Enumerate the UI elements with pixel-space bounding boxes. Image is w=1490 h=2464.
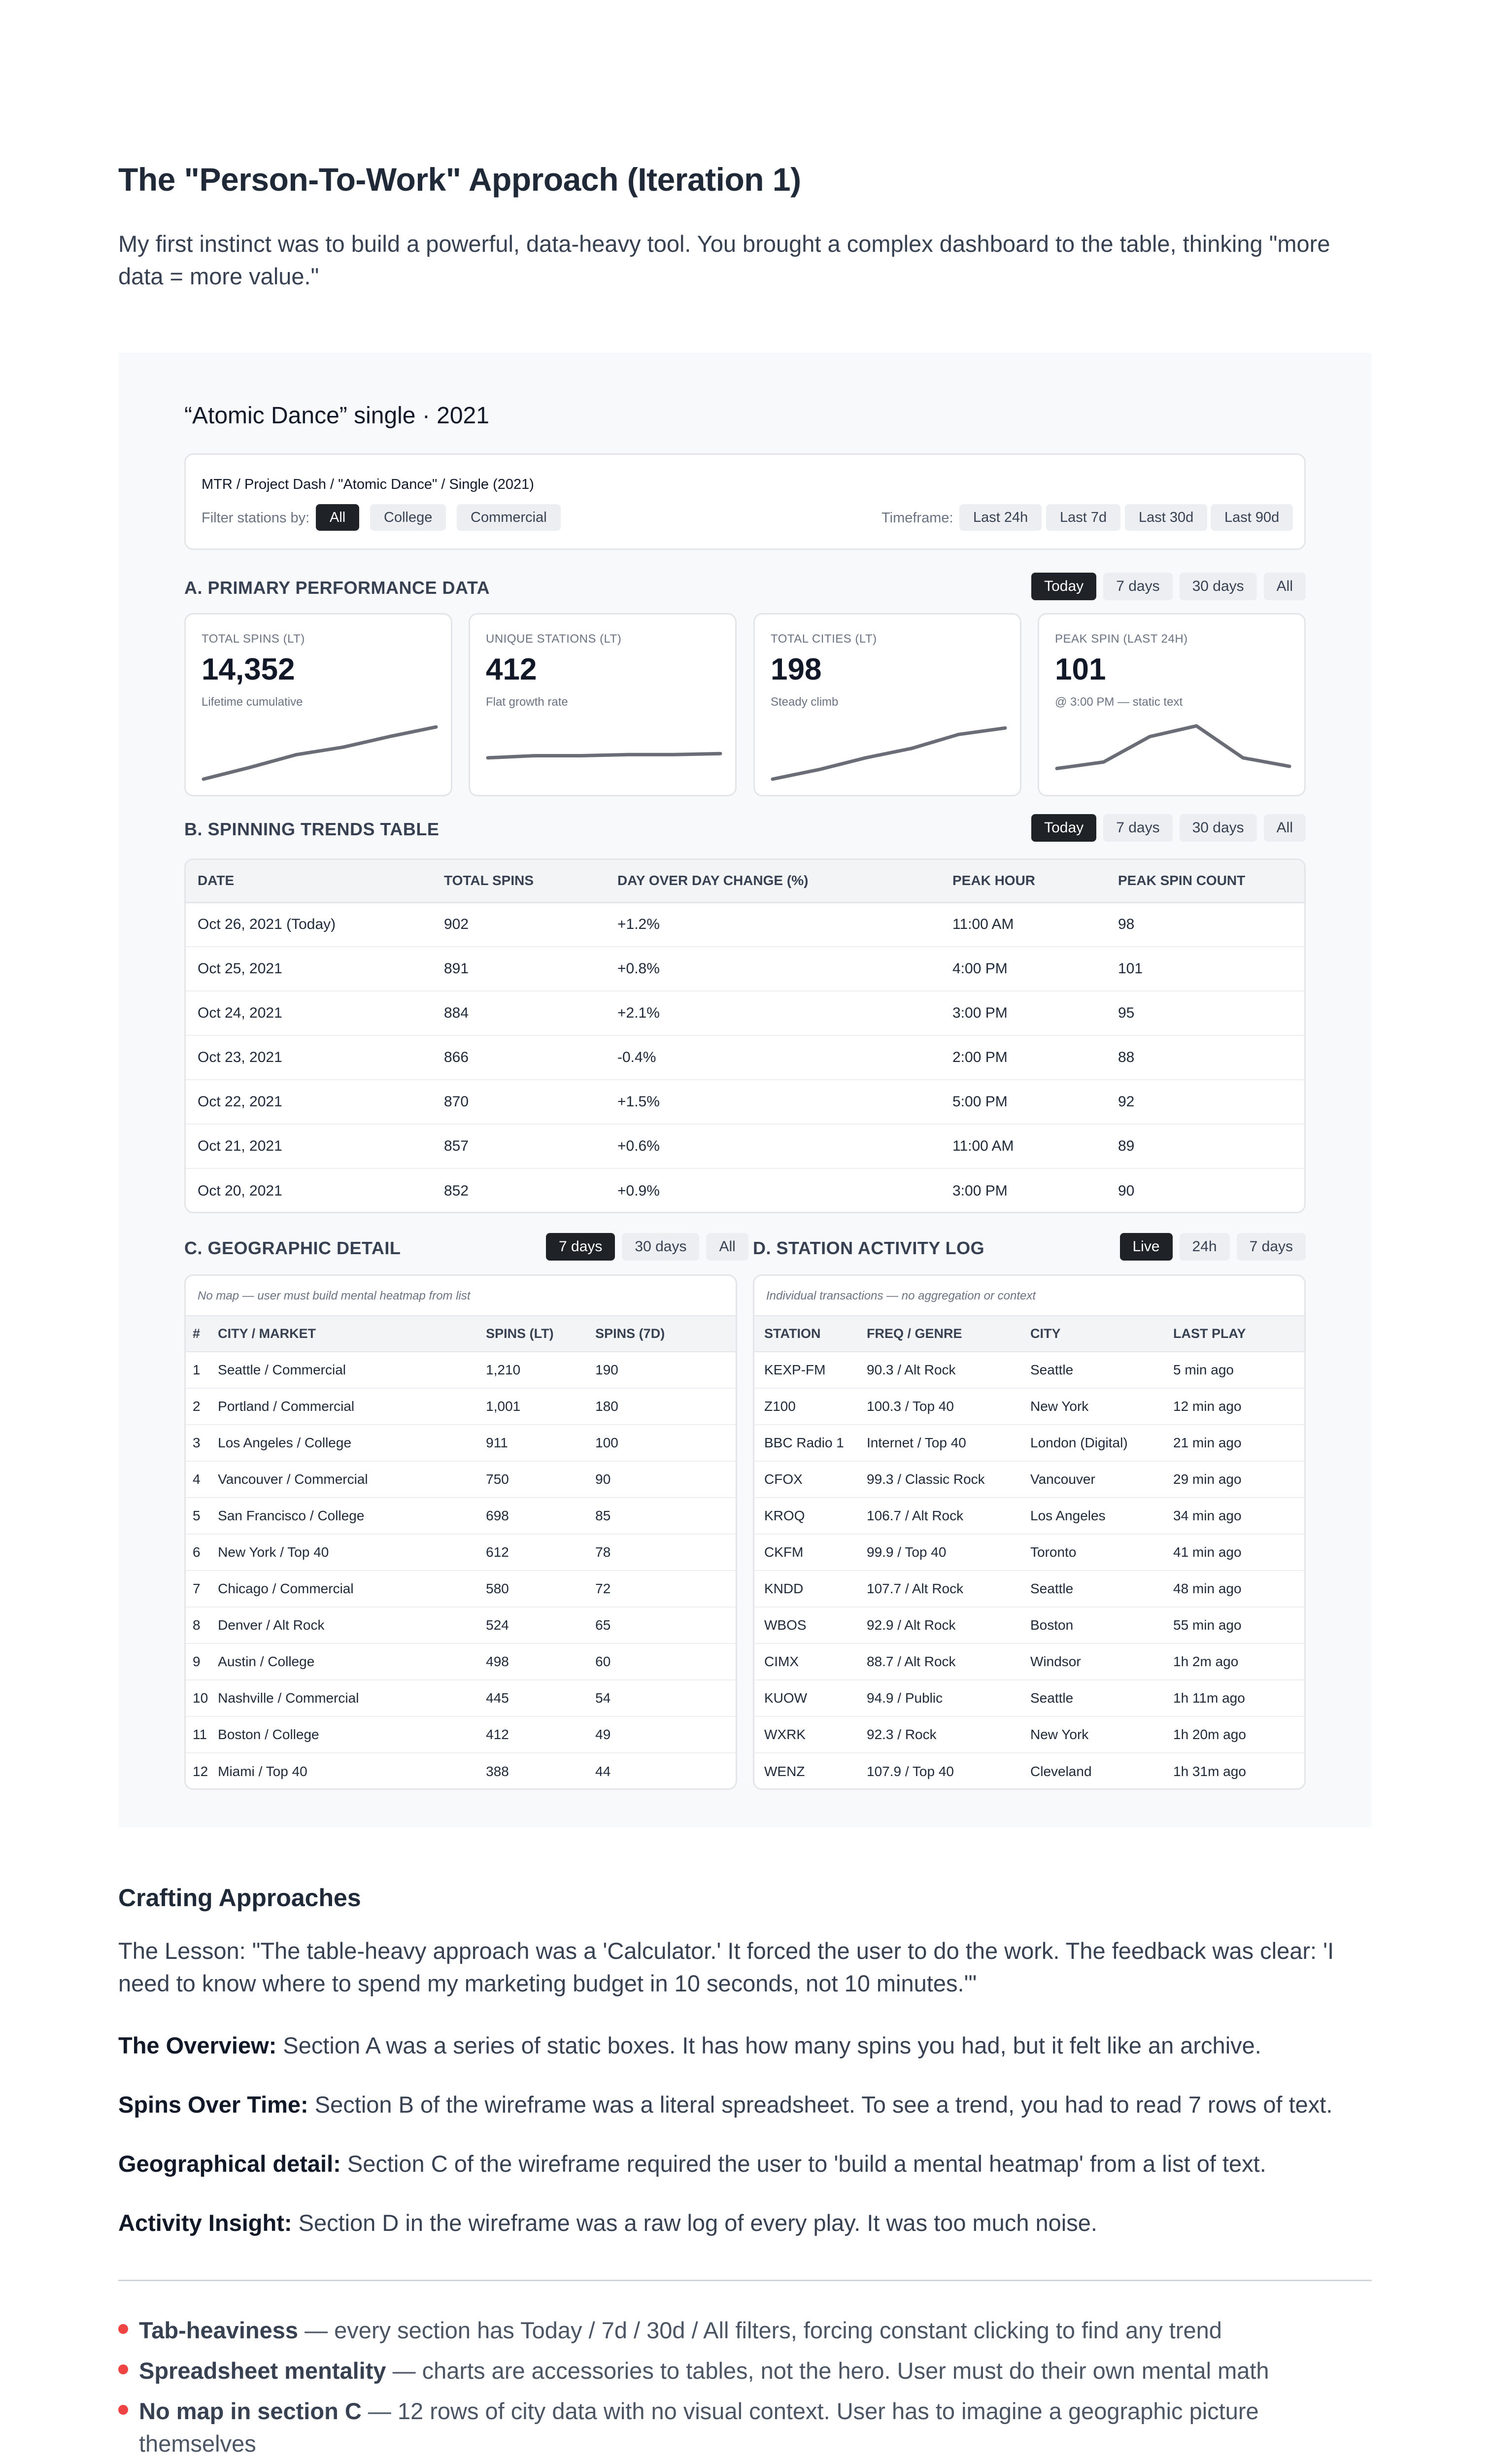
station-activity-table [753,1274,1306,1790]
station-filter-all[interactable]: All [316,504,359,531]
activity-column-header[interactable]: CITY [1020,1316,1163,1352]
table-cell: 65 [585,1607,736,1643]
table-cell: 10 [186,1680,208,1716]
kpi-subtext: Lifetime cumulative [202,695,303,709]
tab-30-days[interactable]: 30 days [1180,814,1257,842]
table-cell: Cleveland [1030,1763,1092,1779]
table-row [186,1680,736,1716]
sparkline [770,723,1008,782]
point-activity-insight [118,2207,1372,2239]
timeframe-30d[interactable]: Last 30d [1125,504,1207,531]
table-row [186,947,1304,991]
point-text: Section D in the wireframe was a raw log of every play. It was too much noise. [292,2210,1097,2236]
table-cell: 90 [1118,1182,1135,1199]
table-cell: 612 [476,1534,585,1571]
divider [118,2280,1372,2281]
kpi-card-total-cities [753,613,1021,796]
table-cell: 11:00 AM [941,902,1106,947]
table-cell: Seattle [1020,1680,1163,1716]
timeframe-7d[interactable]: Last 7d [1046,504,1120,531]
table-cell: Oct 25, 2021 [186,947,432,991]
table-cell: +0.8% [606,947,941,991]
table-cell: 90.3 / Alt Rock [857,1352,1020,1388]
table-cell: 524 [476,1607,585,1643]
geo-column-header[interactable]: CITY / MARKET [208,1316,476,1352]
filter-bar [184,453,1306,550]
bullet-dot-icon [118,2364,128,2374]
table-cell: 44 [595,1763,611,1779]
table-cell: WBOS [754,1607,857,1643]
sparkline-path [773,728,1005,779]
table-row [186,1716,736,1753]
table-cell: 88.7 / Alt Rock [857,1643,1020,1680]
table-row [186,1080,1304,1124]
kpi-value: 14,352 [202,652,295,686]
table-cell: Denver / Alt Rock [208,1607,476,1643]
geographic-note: No map — user must build mental heatmap from list [186,1276,736,1316]
issue-item [118,2314,1372,2347]
tab-7-days[interactable]: 7 days [546,1233,615,1261]
tab-30-days[interactable]: 30 days [622,1233,699,1261]
point-spins-over-time [118,2088,1372,2121]
table-row [754,1716,1304,1753]
tab-today[interactable]: Today [1031,573,1096,600]
table-cell: 90 [585,1461,736,1498]
table-cell: 857 [432,1124,606,1168]
table-cell: 12 min ago [1163,1388,1304,1425]
table-cell: 4 [186,1461,208,1498]
table-cell: 698 [476,1498,585,1534]
tab-7-days[interactable]: 7 days [1103,573,1172,600]
table-cell: 902 [432,902,606,947]
table-cell: 94.9 / Public [857,1680,1020,1716]
table-cell: 1,001 [476,1388,585,1425]
table-row [186,1425,736,1461]
table-cell: 388 [486,1763,509,1779]
table-cell: 911 [476,1425,585,1461]
table-row [186,902,1304,947]
tab-today[interactable]: Today [1031,814,1096,842]
section-b-tabs [1031,814,1306,842]
table-cell: 3 [186,1425,208,1461]
table-cell: 884 [432,991,606,1035]
section-a-tabs [1031,573,1306,600]
table-cell: New York [1020,1716,1163,1753]
table-cell: 412 [476,1716,585,1753]
table-row [186,1534,736,1571]
table-cell: -0.4% [606,1035,941,1080]
point-text: Section C of the wireframe required the user to 'build a mental heatmap' from a list of text. [340,2151,1266,2177]
point-label: Geographical detail: [118,2151,341,2177]
sparkline-path [1057,726,1289,768]
table-cell: 34 min ago [1163,1498,1304,1534]
kpi-label: TOTAL SPINS (LT) [202,632,305,646]
breadcrumb: MTR / Project Dash / "Atomic Dance" / Single (2021) [202,477,534,492]
table-cell: KEXP-FM [754,1352,857,1388]
kpi-label: PEAK SPIN (LAST 24H) [1055,632,1188,646]
tab-all[interactable]: All [1264,573,1306,600]
tab-all[interactable]: All [706,1233,748,1261]
kpi-subtext: Steady climb [771,695,839,709]
table-cell: 48 min ago [1163,1571,1304,1607]
table-cell: 92 [1106,1080,1304,1124]
activity-note: Individual transactions — no aggregation or context [754,1276,1304,1316]
kpi-label: UNIQUE STATIONS (LT) [486,632,622,646]
trend-column-header[interactable]: PEAK HOUR [941,860,1106,902]
page-title: The "Person-To-Work" Approach (Iteration 1) [118,161,801,198]
table-cell: 21 min ago [1163,1425,1304,1461]
table-cell: +0.9% [617,1182,660,1199]
kpi-value: 412 [486,652,537,686]
point-text: Section B of the wireframe was a literal spreadsheet. To see a trend, you had to read 7 rows of text. [308,2091,1333,2118]
table-cell: 891 [432,947,606,991]
sparkline [201,723,439,782]
kpi-value: 198 [771,652,822,686]
issue-item [118,2355,1372,2387]
table-cell: 190 [585,1352,736,1388]
table-row [186,1168,1304,1213]
table-cell: Miami / Top 40 [218,1763,307,1779]
tab-all[interactable]: All [1264,814,1306,842]
section-b-heading: B. SPINNING TRENDS TABLE [184,819,440,839]
table-row [754,1388,1304,1425]
table-cell: CKFM [754,1534,857,1571]
table-cell: 1,210 [476,1352,585,1388]
table-row [754,1680,1304,1716]
issue-label: Spreadsheet mentality [139,2358,386,2384]
tab-24h[interactable]: 24h [1180,1233,1230,1261]
geographic-table [184,1274,737,1790]
crafting-heading: Crafting Approaches [118,1884,361,1912]
table-cell: 54 [585,1680,736,1716]
table-cell: KUOW [754,1680,857,1716]
table-cell: 12 [193,1763,208,1779]
table-cell: 2 [186,1388,208,1425]
table-row [754,1461,1304,1498]
table-cell: 101 [1106,947,1304,991]
table-cell: Oct 24, 2021 [186,991,432,1035]
lesson-paragraph-1: The Lesson: "The table-heavy approach was a 'Calculator.' It forced the user to do the work. The feedback was clear: 'I need to know where to spend my marketing budget in 10 seconds, not 10 minutes.'" [118,1938,1334,1996]
table-cell: Z100 [754,1388,857,1425]
table-cell: 100 [585,1425,736,1461]
table-cell: +2.1% [606,991,941,1035]
table-cell: 5 [186,1498,208,1534]
table-row [754,1607,1304,1643]
table-cell: 3:00 PM [941,991,1106,1035]
table-cell: 4:00 PM [941,947,1106,991]
trend-column-header[interactable]: PEAK SPIN COUNT [1106,860,1304,902]
table-row [754,1534,1304,1571]
table-cell: 1h 20m ago [1163,1716,1304,1753]
table-cell: +1.2% [606,902,941,947]
activity-column-header[interactable]: FREQ / GENRE [857,1316,1020,1352]
table-cell: 107.9 / Top 40 [867,1763,954,1779]
table-cell: 107.7 / Alt Rock [857,1571,1020,1607]
point-text: Section A was a series of static boxes. It has how many spins you had, but it felt like an archive. [276,2032,1261,2058]
point-label: The Overview: [118,2032,277,2058]
table-cell: 6 [186,1534,208,1571]
table-row [754,1425,1304,1461]
section-c-heading: C. GEOGRAPHIC DETAIL [184,1238,401,1258]
intro-paragraph: My first instinct was to build a powerful, data-heavy tool. You brought a complex dashboard to the table, thinking "more data = more value." [118,231,1330,289]
table-row [186,1571,736,1607]
kpi-label: TOTAL CITIES (LT) [771,632,877,646]
table-cell: Oct 26, 2021 (Today) [186,902,432,947]
table-cell: 9 [186,1643,208,1680]
tab-7-days[interactable]: 7 days [1237,1233,1306,1261]
tab-7-days[interactable]: 7 days [1103,814,1172,842]
table-cell: 866 [432,1035,606,1080]
issue-text: — every section has Today / 7d / 30d / All filters, forcing constant clicking to find any trend [298,2317,1222,2343]
point-label: Spins Over Time: [118,2091,308,2118]
station-filter-college[interactable]: College [370,504,446,531]
table-cell: Boston / College [208,1716,476,1753]
table-cell: San Francisco / College [208,1498,476,1534]
table-cell: KNDD [754,1571,857,1607]
point-geographical-detail [118,2148,1372,2180]
table-cell: Los Angeles / College [208,1425,476,1461]
table-cell: New York / Top 40 [208,1534,476,1571]
table-cell: +1.5% [606,1080,941,1124]
wireframe-panel [118,353,1372,1827]
table-cell: 106.7 / Alt Rock [857,1498,1020,1534]
table-cell: 445 [476,1680,585,1716]
table-cell: Oct 20, 2021 [198,1182,282,1199]
sparkline [485,723,723,782]
section-d-heading: D. STATION ACTIVITY LOG [753,1238,985,1258]
table-row [186,1607,736,1643]
issue-label: Tab-heaviness [139,2317,299,2343]
point-overview [118,2029,1372,2062]
table-row [754,1352,1304,1388]
table-cell: CIMX [754,1643,857,1680]
table-cell: Windsor [1020,1643,1163,1680]
table-cell: +0.6% [606,1124,941,1168]
table-cell: Oct 21, 2021 [186,1124,432,1168]
table-cell: 29 min ago [1163,1461,1304,1498]
table-row [186,1388,736,1425]
table-cell: WXRK [754,1716,857,1753]
table-cell: 92.3 / Rock [857,1716,1020,1753]
table-row [186,1124,1304,1168]
table-cell: Chicago / Commercial [208,1571,476,1607]
table-cell: Oct 22, 2021 [186,1080,432,1124]
table-cell: Oct 23, 2021 [186,1035,432,1080]
point-label: Activity Insight: [118,2210,292,2236]
station-filter-commercial[interactable]: Commercial [457,504,561,531]
table-cell: Vancouver [1020,1461,1163,1498]
table-row [186,1643,736,1680]
issue-item [118,2395,1372,2460]
table-cell: 580 [476,1571,585,1607]
geo-column-header[interactable]: SPINS (LT) [476,1316,585,1352]
table-cell: 1h 11m ago [1163,1680,1304,1716]
geo-column-header[interactable]: # [186,1316,208,1352]
activity-column-header[interactable]: LAST PLAY [1163,1316,1304,1352]
table-cell: 180 [585,1388,736,1425]
kpi-subtext: @ 3:00 PM — static text [1055,695,1183,709]
bullet-dot-icon [118,2405,128,2415]
table-cell: Seattle [1020,1352,1163,1388]
table-cell: BBC Radio 1 [754,1425,857,1461]
table-row [186,1352,736,1388]
activity-column-header[interactable]: STATION [754,1316,857,1352]
table-cell: 1 [186,1352,208,1388]
sparkline-path [488,753,720,758]
table-cell: WENZ [764,1763,805,1779]
table-cell: 5 min ago [1163,1352,1304,1388]
kpi-card-peak-spin [1038,613,1306,796]
table-cell: Boston [1020,1607,1163,1643]
kpi-subtext: Flat growth rate [486,695,568,709]
issue-text: — charts are accessories to tables, not the hero. User must do their own mental math [386,2358,1269,2384]
table-cell: Seattle [1020,1571,1163,1607]
table-cell: 750 [476,1461,585,1498]
table-cell: Nashville / Commercial [208,1680,476,1716]
timeframe-label: Timeframe: [881,510,953,526]
kpi-card-total-spins [184,613,452,796]
station-filter-label: Filter stations by: [202,510,310,526]
table-cell: Austin / College [208,1643,476,1680]
table-cell: 11 [186,1716,208,1753]
table-cell: Seattle / Commercial [208,1352,476,1388]
table-cell: 5:00 PM [941,1080,1106,1124]
table-cell: 98 [1106,902,1304,947]
table-cell: 7 [186,1571,208,1607]
trend-column-header[interactable]: DATE [186,860,432,902]
table-row [186,1753,736,1789]
table-cell: 1h 31m ago [1173,1763,1246,1779]
table-row [186,1498,736,1534]
table-row [754,1643,1304,1680]
table-cell: Vancouver / Commercial [208,1461,476,1498]
table-cell: CFOX [754,1461,857,1498]
tab-live[interactable]: Live [1120,1233,1173,1261]
sparkline [1054,723,1292,782]
trend-column-header[interactable]: TOTAL SPINS [432,860,606,902]
table-cell: New York [1020,1388,1163,1425]
section-d-tabs [1120,1233,1306,1261]
wireframe-title: “Atomic Dance” single · 2021 [184,403,489,429]
table-cell: 85 [585,1498,736,1534]
geo-column-header[interactable]: SPINS (7D) [585,1316,736,1352]
table-cell: 95 [1106,991,1304,1035]
issue-label: No map in section C [139,2398,362,2424]
kpi-card-unique-stations [469,613,737,796]
table-cell: 100.3 / Top 40 [857,1388,1020,1425]
table-row [186,991,1304,1035]
table-row [186,1461,736,1498]
table-cell: 55 min ago [1163,1607,1304,1643]
timeframe-24h[interactable]: Last 24h [959,504,1042,531]
section-c-tabs [546,1233,748,1261]
table-cell: 11:00 AM [941,1124,1106,1168]
table-cell: 41 min ago [1163,1534,1304,1571]
kpi-value: 101 [1055,652,1106,686]
table-cell: KROQ [754,1498,857,1534]
table-cell: 78 [585,1534,736,1571]
table-cell: Los Angeles [1020,1498,1163,1534]
trend-column-header[interactable]: DAY OVER DAY CHANGE (%) [606,860,941,902]
table-cell: 498 [476,1643,585,1680]
issue-text: — 12 rows of city data with no visual context. User has to imagine a geographic picture themselves [139,2398,1259,2457]
table-cell: London (Digital) [1020,1425,1163,1461]
table-cell: 88 [1106,1035,1304,1080]
section-a-heading: A. PRIMARY PERFORMANCE DATA [184,578,490,598]
table-cell: 89 [1106,1124,1304,1168]
table-row [754,1571,1304,1607]
table-cell: Internet / Top 40 [857,1425,1020,1461]
table-cell: 49 [585,1716,736,1753]
table-cell: 8 [186,1607,208,1643]
table-cell: 99.9 / Top 40 [857,1534,1020,1571]
table-cell: 852 [444,1182,469,1199]
table-row [186,1035,1304,1080]
table-cell: 60 [585,1643,736,1680]
spinning-trends-table [184,858,1306,1213]
table-cell: 3:00 PM [952,1182,1008,1199]
table-cell: 1h 2m ago [1163,1643,1304,1680]
tab-30-days[interactable]: 30 days [1180,573,1257,600]
table-cell: 92.9 / Alt Rock [857,1607,1020,1643]
bullet-dot-icon [118,2324,128,2334]
table-cell: Toronto [1020,1534,1163,1571]
table-cell: 99.3 / Classic Rock [857,1461,1020,1498]
table-row [754,1498,1304,1534]
table-cell: Portland / Commercial [208,1388,476,1425]
table-cell: 2:00 PM [941,1035,1106,1080]
table-cell: 870 [432,1080,606,1124]
timeframe-90d[interactable]: Last 90d [1211,504,1293,531]
table-cell: 72 [585,1571,736,1607]
table-row [754,1753,1304,1789]
sparkline-path [203,727,436,779]
